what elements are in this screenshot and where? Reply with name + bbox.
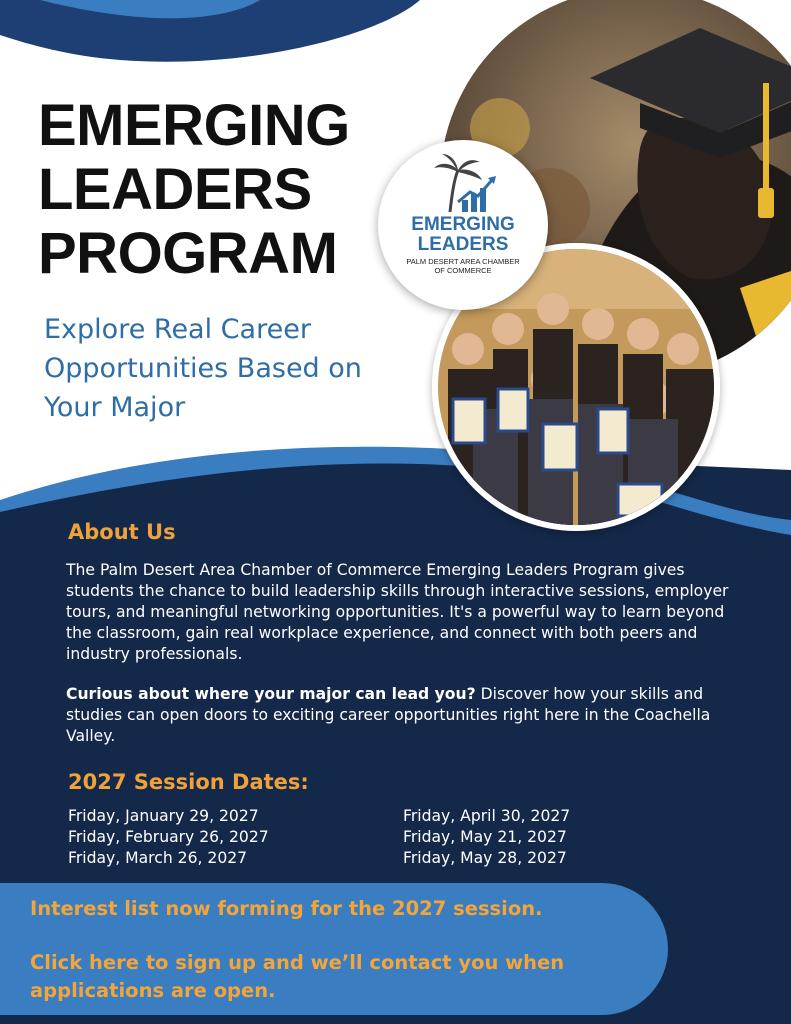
session-date: Friday, May 28, 2027 bbox=[403, 849, 567, 867]
page-title bbox=[38, 94, 398, 286]
session-date: Friday, January 29, 2027 bbox=[68, 807, 259, 825]
about-paragraph-2 bbox=[66, 684, 746, 747]
logo-name-line2: LEADERS bbox=[417, 234, 509, 255]
subtitle: Explore Real Career Opportunities Based on Your Major bbox=[44, 314, 362, 423]
session-date: Friday, May 21, 2027 bbox=[403, 828, 567, 846]
logo-org-line1: PALM DESERT AREA CHAMBER bbox=[406, 257, 520, 266]
about-paragraph-2-lead: Curious about where your major can lead you? bbox=[66, 685, 476, 703]
interest-list-notice: Interest list now forming for the 2027 session. bbox=[30, 897, 543, 920]
about-paragraph-2-body: Discover how your skills and studies can open doors to exciting career opportunities right here in the Coachella Valley. bbox=[66, 685, 711, 745]
title-line-1: EMERGING bbox=[38, 93, 350, 158]
logo-name-line1: EMERGING bbox=[411, 214, 515, 235]
logo-org-line2: OF COMMERCE bbox=[434, 266, 492, 275]
title-line-3: PROGRAM bbox=[38, 221, 338, 286]
title-line-2: LEADERS bbox=[38, 157, 312, 222]
program-logo bbox=[378, 140, 548, 310]
palm-tree-chart-icon bbox=[428, 150, 500, 222]
sign-up-link[interactable]: Click here to sign up and we’ll contact you when applications are open. bbox=[30, 951, 565, 1002]
about-heading: About Us bbox=[68, 520, 176, 544]
session-date: Friday, March 26, 2027 bbox=[68, 849, 248, 867]
session-dates-left bbox=[68, 806, 269, 869]
session-date: Friday, April 30, 2027 bbox=[403, 807, 571, 825]
session-date: Friday, February 26, 2027 bbox=[68, 828, 269, 846]
session-dates-heading: 2027 Session Dates: bbox=[68, 770, 309, 794]
about-paragraph-1: The Palm Desert Area Chamber of Commerce Emerging Leaders Program gives students the chance to build leadership skills through interactive sessions, employer tours, and meaningful networking opportunities. It's a powerful way to learn beyond the classroom, gain real workplace experience, and connect with both peers and industry professionals. bbox=[66, 561, 729, 663]
session-dates-right bbox=[403, 806, 570, 869]
